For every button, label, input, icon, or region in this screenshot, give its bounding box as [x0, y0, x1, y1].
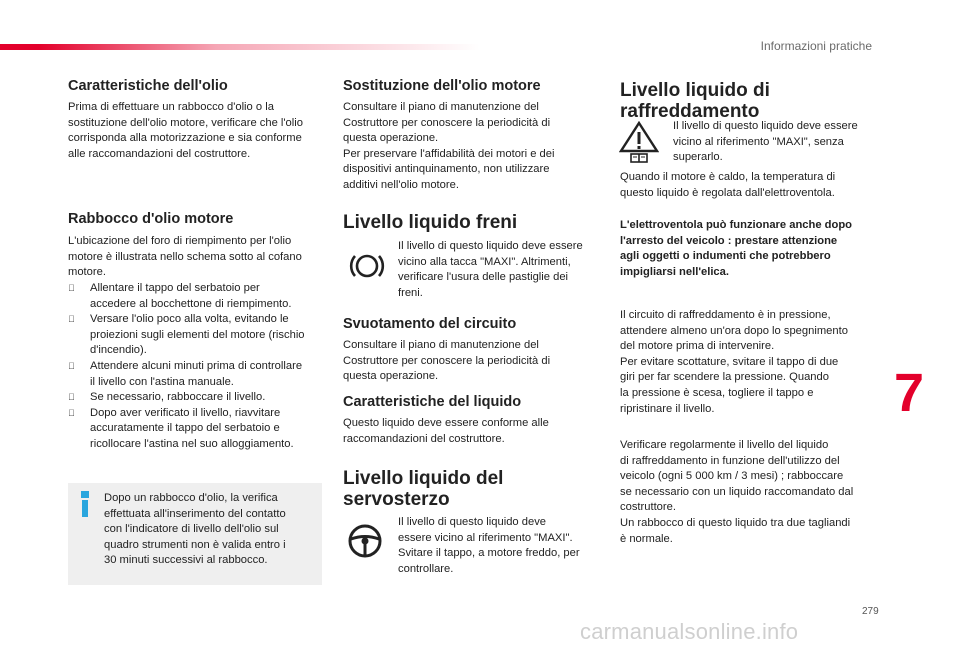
power-steering-text: Il livello di questo liquido deve essere vicino al riferimento "MAXI". Svitare il tappo, a motore freddo, per controllare. — [398, 516, 580, 575]
brake-fluid-text: Il livello di questo liquido deve essere vicino alla tacca "MAXI". Altrimenti, verificare l'usura delle pastiglie dei freni. — [398, 240, 583, 299]
oil-characteristics-title: Caratteristiche dell'olio — [68, 78, 228, 94]
coolant-title: Livello liquido di raffreddamento — [620, 80, 770, 122]
oil-topup-title: Rabbocco d'olio motore — [68, 211, 234, 227]
info-icon — [80, 491, 90, 517]
coolant-check-text: Verificare regolarmente il livello del liquido di raffreddamento in funzione dell'utilizzo del veicolo (ogni 5 000 km / 3 mesi) ; rabboccare se necessario con un liquido raccomandato dal costruttore. Un rabbocco di questo liquido tra due tagliandi è normale. — [620, 439, 854, 545]
coolant-warning-icon — [619, 121, 659, 163]
oil-characteristics-text: Prima di effettuare un rabbocco d'olio o la sostituzione dell'olio motore, verificare che l'olio corrisponda alla motorizzazione e sia conforme alle raccomandazioni del costruttore. — [68, 101, 303, 160]
coolant-text: Il livello di questo liquido deve essere vicino al riferimento "MAXI", senza superarlo. — [673, 120, 858, 164]
watermark: carmanualsonline.info — [580, 619, 799, 644]
brake-warning-icon — [349, 250, 385, 282]
list-item: Versare l'olio poco alla volta, evitando le proiezioni sugli elementi del motore (rischio d'incendio). — [90, 313, 305, 357]
liquid-characteristics-text: Questo liquido deve essere conforme alle raccomandazioni del costruttore. — [343, 417, 549, 445]
brake-fluid-title: Livello liquido freni — [343, 212, 518, 233]
steering-wheel-icon — [347, 523, 383, 559]
list-item: Se necessario, rabboccare il livello. — [90, 391, 266, 404]
oil-topup-steps — [68, 281, 330, 453]
coolant-hot-text: Quando il motore è caldo, la temperatura di questo liquido è regolata dall'elettroventola. — [620, 171, 836, 199]
drain-circuit-text: Consultare il piano di manutenzione del Costruttore per conoscere la periodicità di questa operazione. — [343, 339, 551, 383]
oil-change-title: Sostituzione dell'olio motore — [343, 78, 541, 94]
info-box — [68, 483, 322, 585]
fan-warning-text: L'elettroventola può funzionare anche dopo l'arresto del veicolo : prestare attenzione agli oggetti o indumenti che potrebbero impigliarsi nell'elica. — [620, 219, 853, 278]
chapter-number: 7 — [894, 363, 925, 423]
list-item: Attendere alcuni minuti prima di controllare il livello con l'astina manuale. — [90, 359, 303, 388]
section-title: Informazioni pratiche — [760, 39, 872, 53]
oil-change-text: Consultare il piano di manutenzione del Costruttore per conoscere la periodicità di questa operazione. Per preservare l'affidabilità dei motori e dei dispositivi antinquinamento, non utilizzare additivi nell'olio motore. — [343, 101, 555, 191]
liquid-characteristics-title: Caratteristiche del liquido — [343, 394, 522, 410]
power-steering-title: Livello liquido del servosterzo — [343, 468, 504, 510]
info-box-text: Dopo un rabbocco d'olio, la verifica effettuata all'inserimento del contatto con l'indicatore di livello dell'olio sul quadro strumenti non è valida entro i 30 minuti successivi al rabbocco. — [104, 492, 286, 567]
coolant-pressure-text: Il circuito di raffreddamento è in pressione, attendere almeno un'ora dopo lo spegnimento del motore prima di intervenire. Per evitare scottature, svitare il tappo di due giri per far scendere la pressione. Quando la pressione è scesa, togliere il tappo e ripristinare il livello. — [620, 309, 848, 415]
oil-topup-intro: L'ubicazione del foro di riempimento per l'olio motore è illustrata nello schema sotto al cofano motore. — [68, 235, 302, 279]
page-number: 279 — [862, 606, 879, 617]
header-accent-bar — [0, 44, 480, 50]
list-item: Allentare il tappo del serbatoio per accedere al bocchettone di riempimento. — [90, 282, 292, 310]
drain-circuit-title: Svuotamento del circuito — [343, 316, 517, 332]
list-item: Dopo aver verificato il livello, riavvitare accuratamente il tappo del serbatoio e ricollocare l'astina nel suo alloggiamento. — [90, 406, 294, 450]
